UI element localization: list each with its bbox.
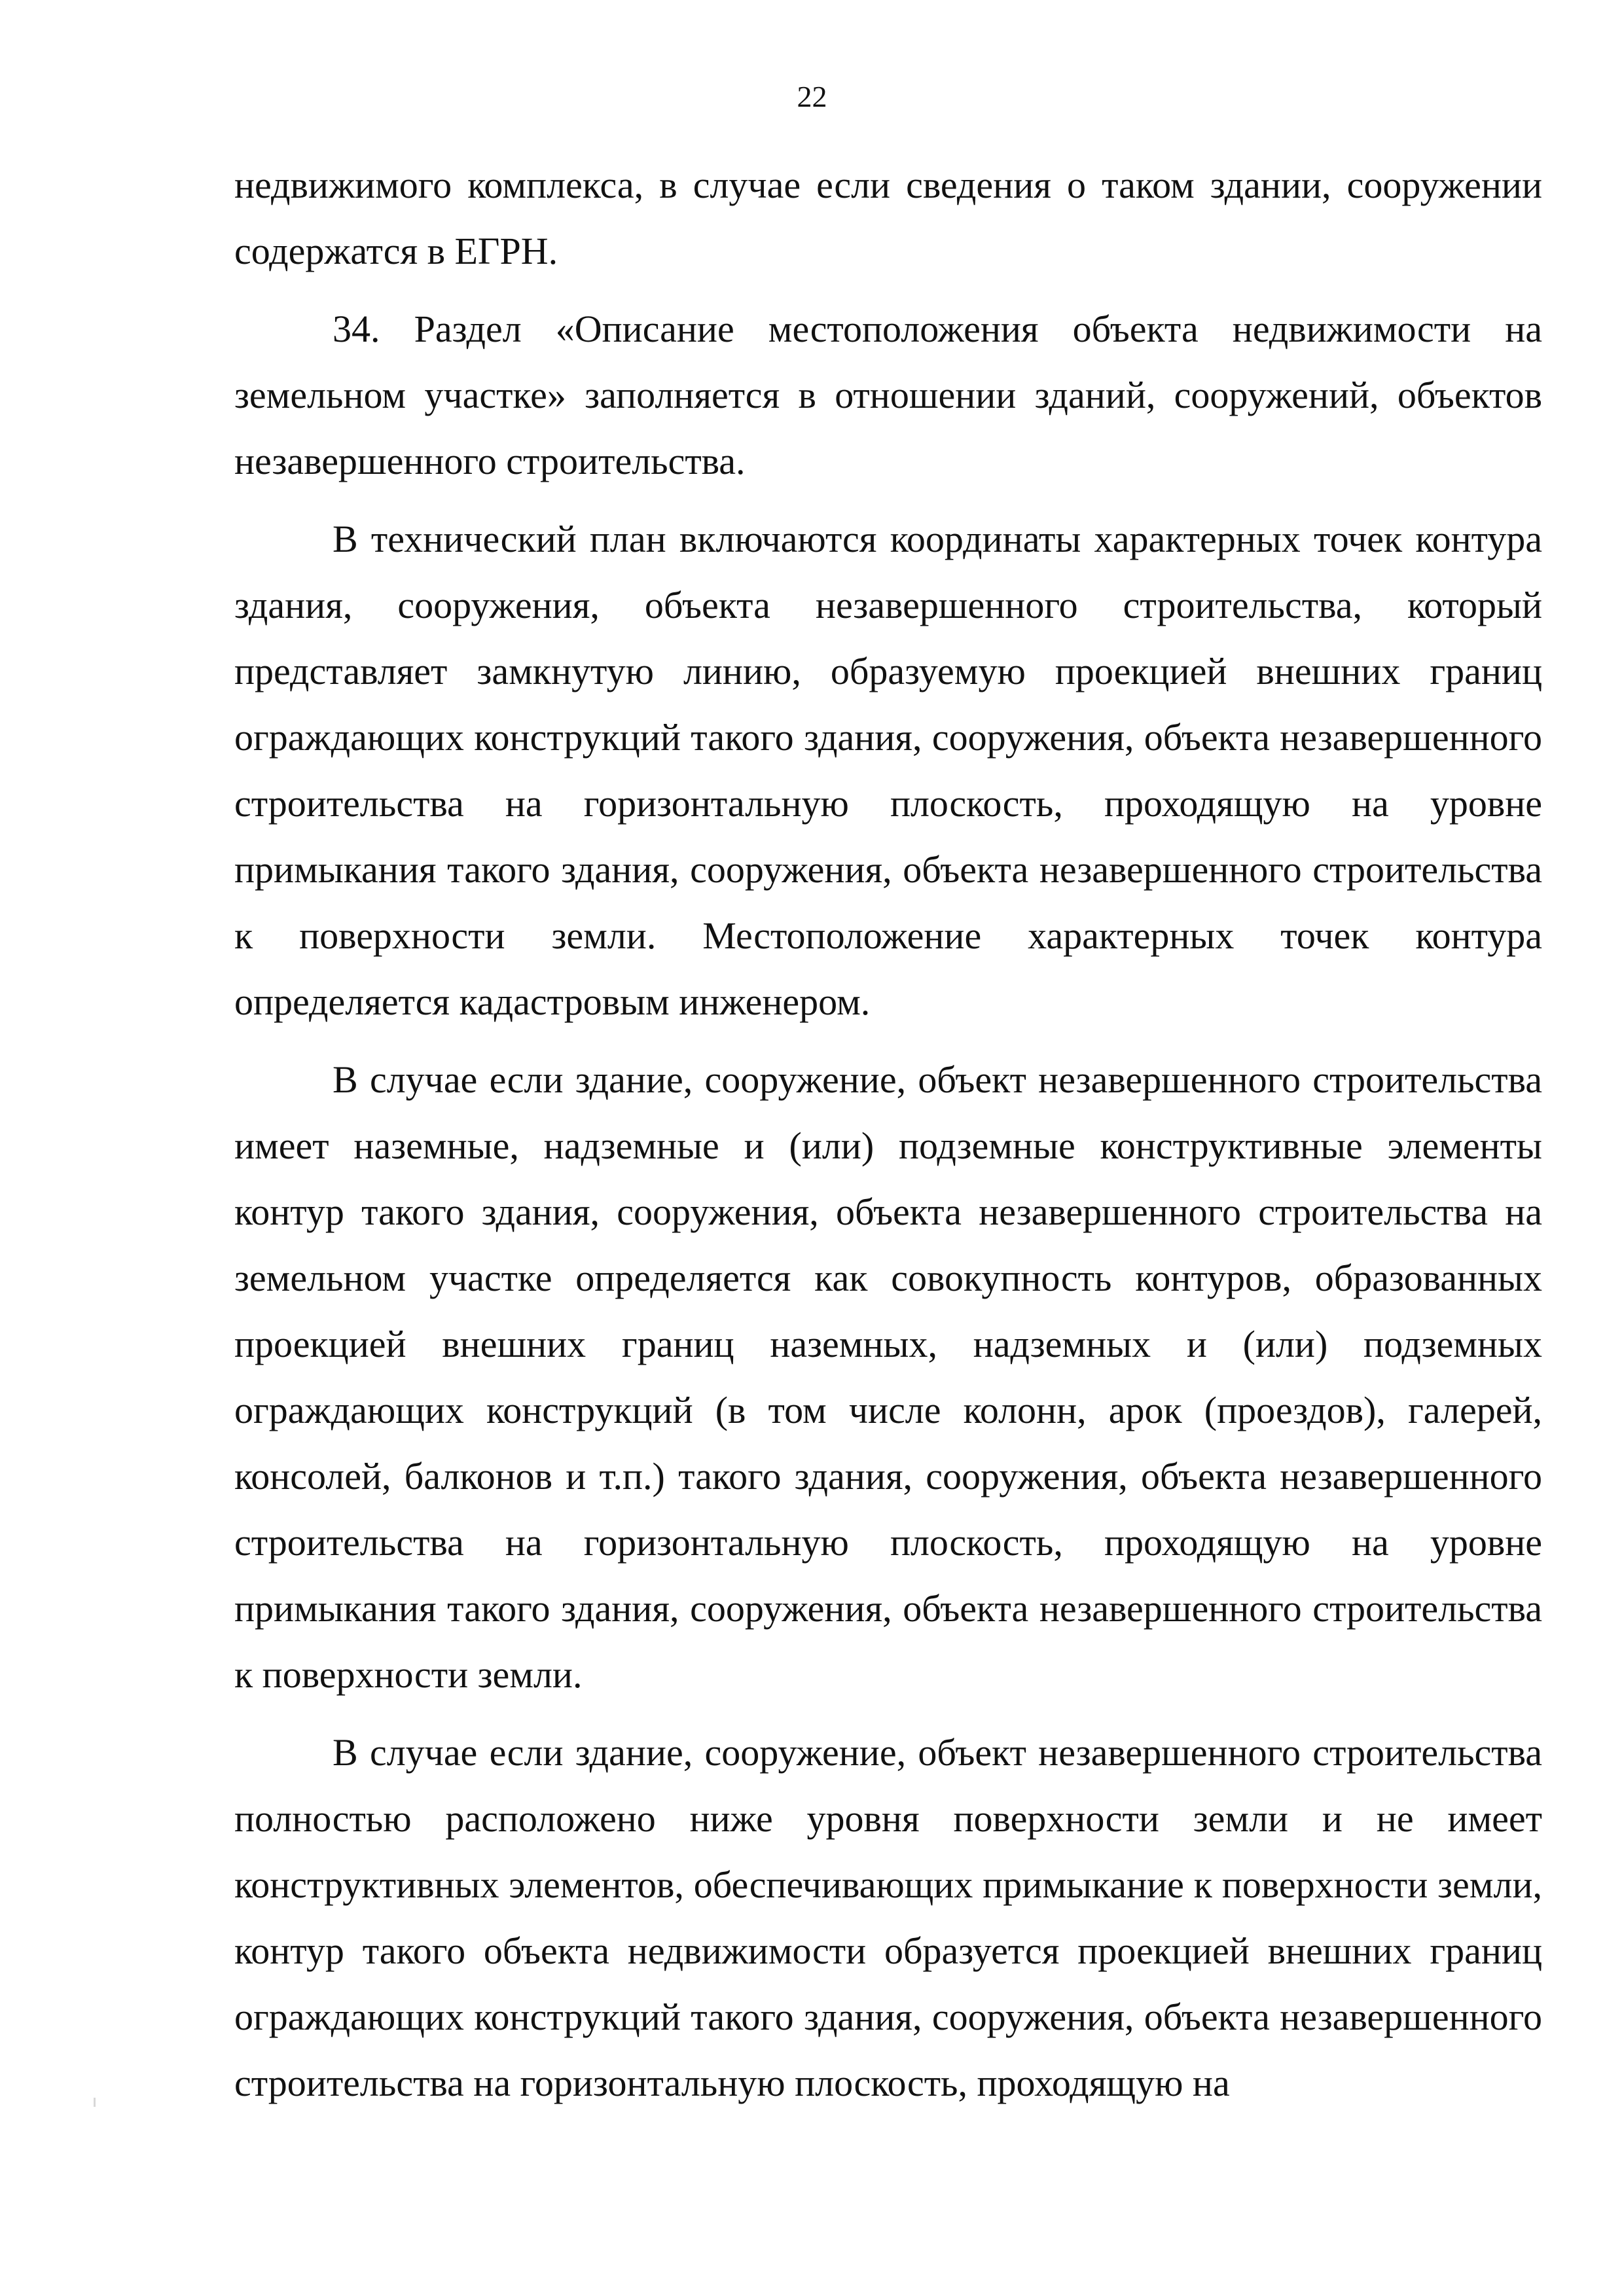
paragraph-contour-coordinates: В технический план включаются координаты характерных точек контура здания, сооружения, объекта незавершенного строительства, который представляет замкнутую линию, образуемую проекцией внешних границ ограждающих конструкций такого здания, сооружения, объекта незавершенного строительства на горизонтальную плоскость, проходящую на уровне примыкания такого здания, сооружения, объекта незавершенного строительства к поверхности земли. Местоположение характерных точек контура определяется кадастровым инженером. bbox=[234, 518, 1542, 1023]
paragraph-above-ground-elements: В случае если здание, сооружение, объект незавершенного строительства имеет наземные, надземные и (или) подземные конструктивные элементы контур такого здания, сооружения, объекта незавершенного строительства на земельном участке определяется как совокупность контуров, образованных проекцией внешних границ наземных, надземных и (или) подземных ограждающих конструкций (в том числе колонн, арок (проездов), галерей, консолей, балконов и т.п.) такого здания, сооружения, объекта незавершенного строительства на горизонтальную плоскость, проходящую на уровне примыкания такого здания, сооружения, объекта незавершенного строительства к поверхности земли. bbox=[234, 1058, 1542, 1696]
scan-artifact bbox=[94, 2098, 96, 2107]
paragraph-section-34: 34. Раздел «Описание местоположения объекта недвижимости на земельном участке» заполняется в отношении зданий, сооружений, объектов незавершенного строительства. bbox=[234, 308, 1542, 482]
document-body bbox=[234, 152, 1542, 2128]
paragraph-continuation: недвижимого комплекса, в случае если сведения о таком здании, сооружении содержатся в ЕГРН. bbox=[234, 164, 1542, 272]
paragraph-underground-object: В случае если здание, сооружение, объект незавершенного строительства полностью расположено ниже уровня поверхности земли и не имеет конструктивных элементов, обеспечивающих примыкание к поверхности земли, контур такого объекта недвижимости образуется проекцией внешних границ ограждающих конструкций такого здания, сооружения, объекта незавершенного строительства на горизонтальную плоскость, проходящую на bbox=[234, 1731, 1542, 2104]
page-number: 22 bbox=[797, 80, 827, 113]
